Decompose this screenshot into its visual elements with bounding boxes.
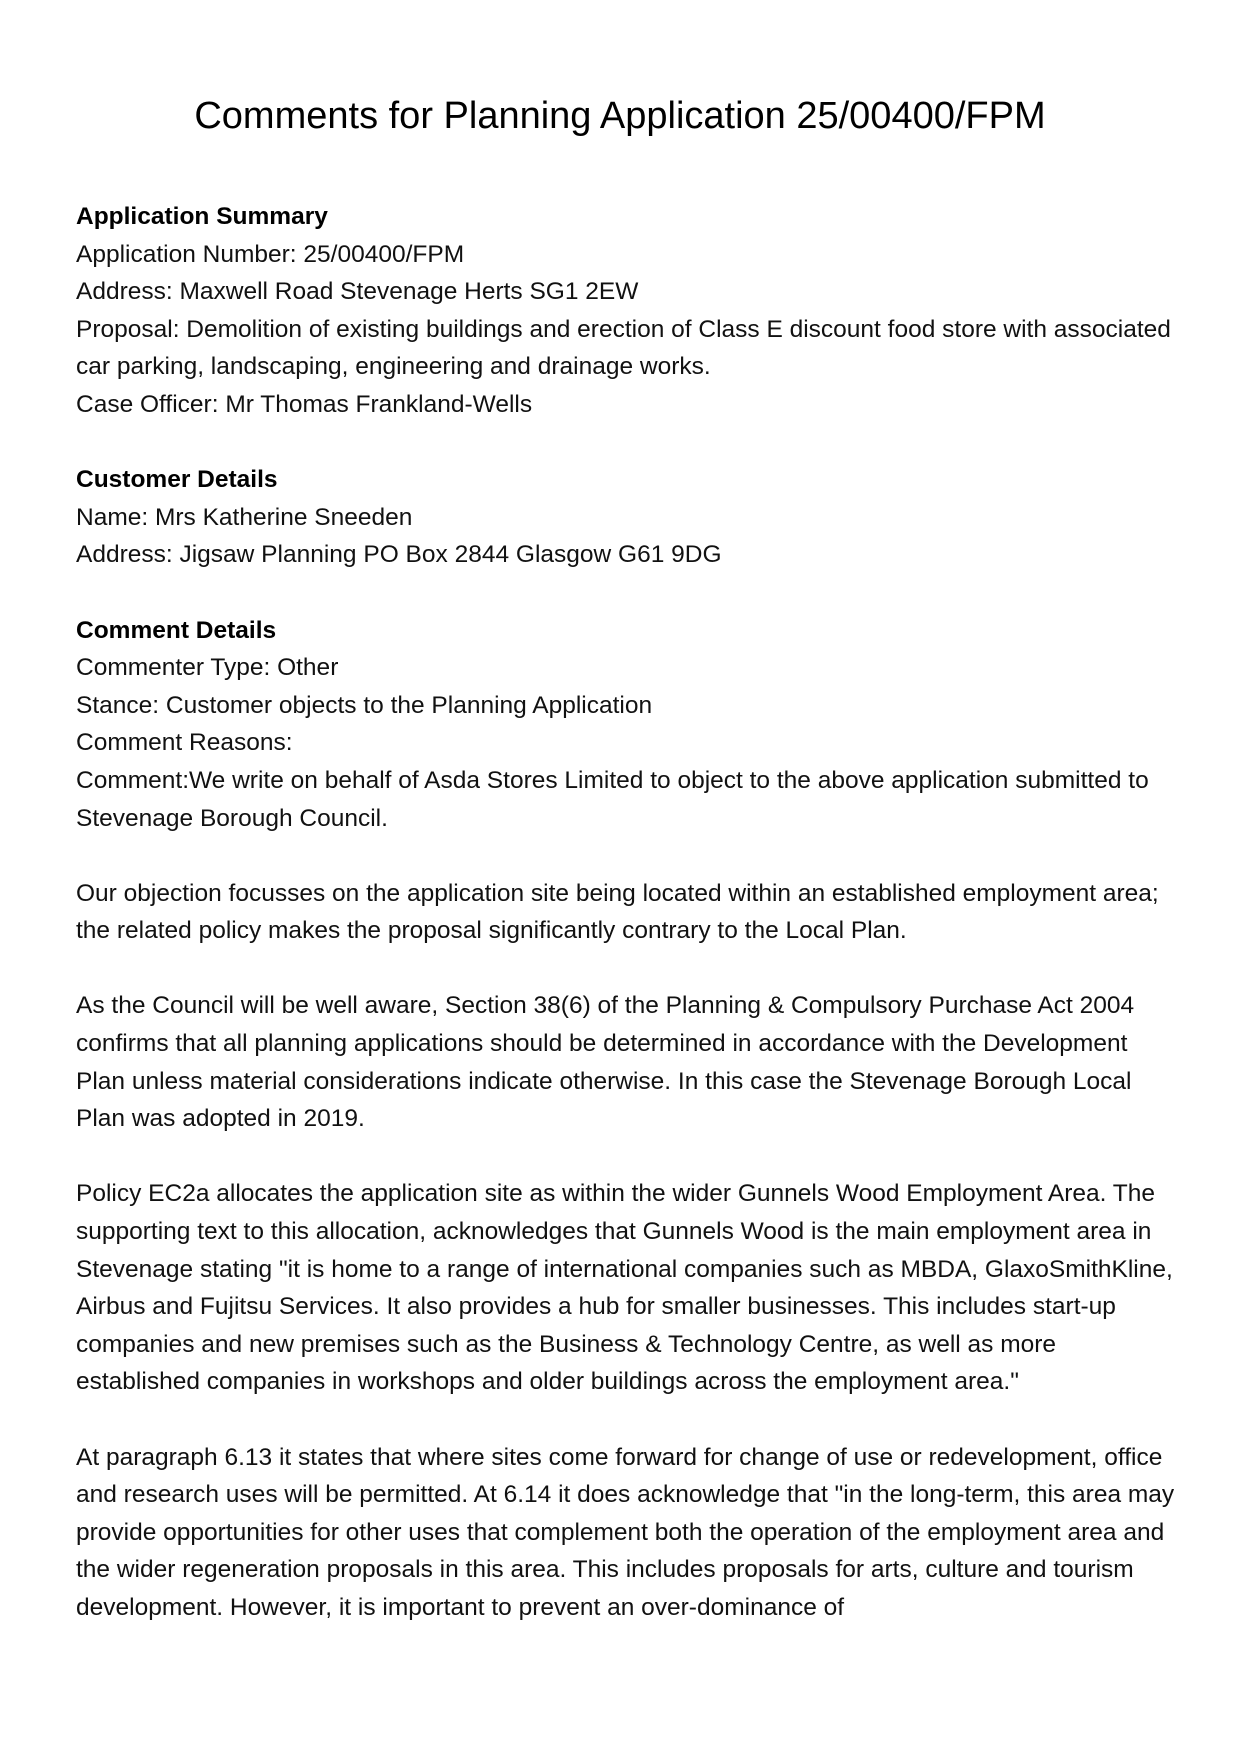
customer-address: Address: Jigsaw Planning PO Box 2844 Glasgow G61 9DG — [76, 541, 722, 569]
page-title: Comments for Planning Application 25/00400/FPM — [194, 95, 1046, 137]
application-summary-section — [76, 198, 1176, 424]
body-paragraph: Policy EC2a allocates the application site as within the wider Gunnels Wood Employment Area. The supporting text to this allocation, acknowledges that Gunnels Wood is the main employment area in Stevenage stating "it is home to a range of international companies such as MBDA, GlaxoSmithKline, Airbus and Fujitsu Services. It also provides a hub for smaller businesses. This includes start-up companies and new premises such as the Business & Technology Centre, as well as more established companies in workshops and older buildings across the employment area." — [76, 1180, 1173, 1396]
stance: Stance: Customer objects to the Planning Application — [76, 691, 653, 719]
application-summary-heading: Application Summary — [76, 203, 328, 230]
comment-reasons: Comment Reasons: — [76, 729, 293, 757]
customer-name: Name: Mrs Katherine Sneeden — [76, 503, 413, 531]
body-paragraph: As the Council will be well aware, Section 38(6) of the Planning & Compulsory Purchase Act 2004 confirms that all planning applications should be determined in accordance with the Development Plan unless material considerations indicate otherwise. In this case the Stevenage Borough Local Plan was adopted in 2019. — [76, 992, 1135, 1133]
document-body — [76, 198, 1176, 1664]
comment-details-heading: Comment Details — [76, 616, 277, 644]
application-proposal: Proposal: Demolition of existing buildings and erection of Class E discount food store with associated car parking, landscaping, engineering and drainage works. — [76, 315, 1171, 381]
case-officer: Case Officer: Mr Thomas Frankland-Wells — [76, 390, 533, 418]
body-paragraph: At paragraph 6.13 it states that where sites come forward for change of use or redevelopment, office and research uses will be permitted. At 6.14 it does acknowledge that "in the long-term, this area may provide opportunities for other uses that complement both the operation of the employment area and the wider regeneration proposals in this area. This includes proposals for arts, culture and tourism development. However, it is important to prevent an over-dominance of — [76, 1443, 1175, 1621]
customer-details-heading: Customer Details — [76, 466, 278, 494]
comment-intro: Comment:We write on behalf of Asda Stores Limited to object to the above application submitted to Stevenage Borough Council. — [76, 766, 1149, 832]
customer-details-section — [76, 461, 1176, 574]
body-paragraph: Our objection focusses on the application site being located within an established employment area; the related policy makes the proposal significantly contrary to the Local Plan. — [76, 879, 1159, 945]
commenter-type: Commenter Type: Other — [76, 654, 339, 682]
comment-details-section — [76, 612, 1176, 838]
application-number: Application Number: 25/00400/FPM — [76, 240, 465, 268]
application-address: Address: Maxwell Road Stevenage Herts SG1 2EW — [76, 278, 639, 306]
